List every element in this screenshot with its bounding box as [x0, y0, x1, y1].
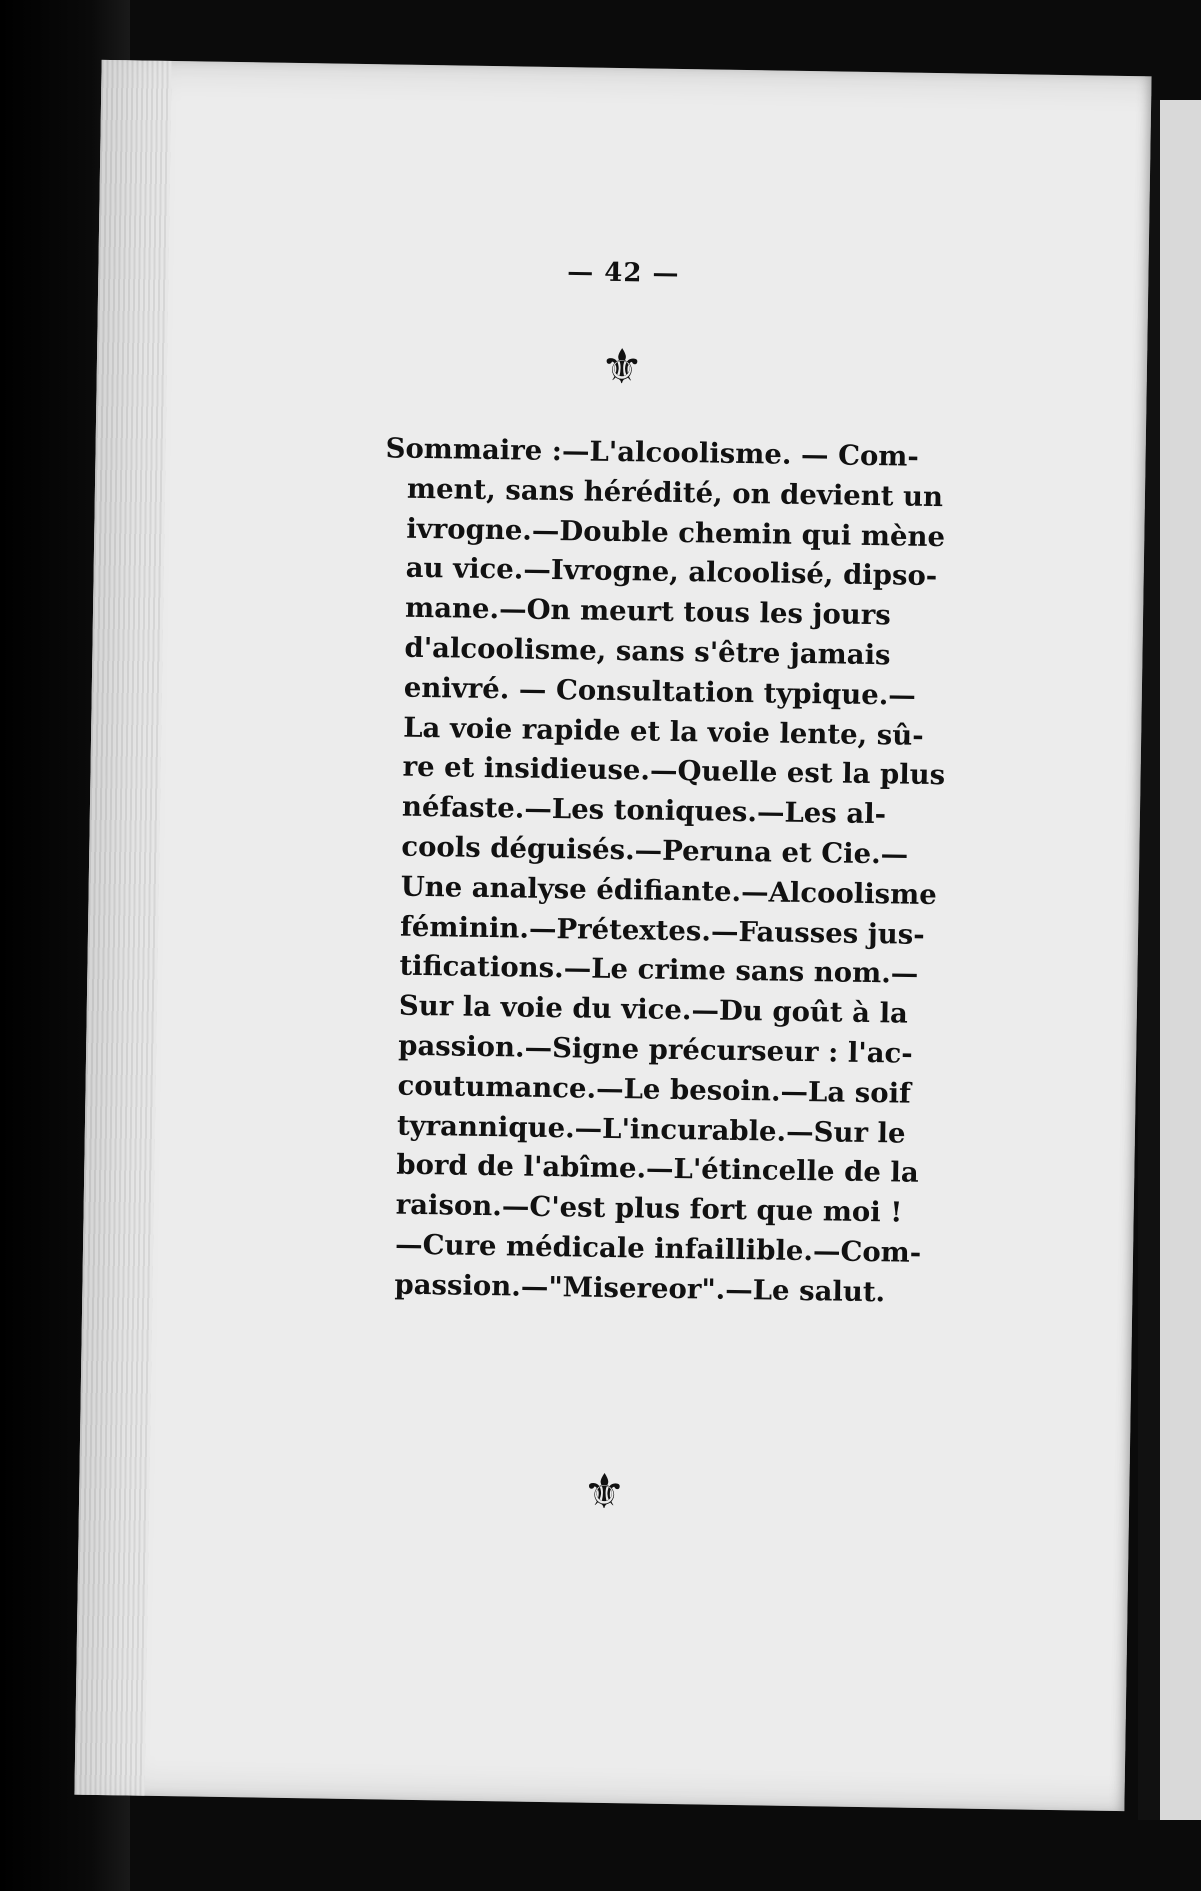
summary-line: au vice.—Ivrogne, alcoolisé, dipso- — [405, 552, 938, 593]
summary-line: Sommaire :—L'alcoolisme. — Com- — [385, 432, 920, 473]
summary-line: d'alcoolisme, sans s'être jamais — [404, 631, 891, 672]
summary-line: ment, sans hérédité, on devient un — [406, 472, 944, 513]
summary-line: Sur la voie du vice.—Du goût à la — [398, 989, 909, 1030]
summary-line: mane.—On meurt tous les jours — [404, 591, 892, 632]
page-number: — 42 — — [567, 257, 680, 289]
summary-line: re et insidieuse.—Quelle est la plus — [402, 751, 946, 792]
summary-line: enivré. — Consultation typique.— — [403, 671, 917, 712]
summary-line: cools déguisés.—Peruna et Cie.— — [401, 830, 909, 871]
summary-line: raison.—C'est plus fort que moi ! — [395, 1188, 903, 1229]
summary-line: ivrogne.—Double chemin qui mène — [406, 512, 946, 553]
fleur-de-lis-ornament-bottom-icon: ⚜ — [582, 1463, 627, 1521]
summary-line: —Cure médicale infaillible.—Com- — [394, 1228, 922, 1269]
next-page-edge — [1160, 100, 1201, 1820]
summary-line: Une analyse édifiante.—Alcoolisme — [400, 870, 938, 911]
chapter-summary — [372, 429, 946, 1312]
summary-line: passion.—Signe précurseur : l'ac- — [397, 1029, 913, 1070]
summary-line: passion.—"Misereor".—Le salut. — [394, 1268, 886, 1309]
summary-line: La voie rapide et la voie lente, sû- — [402, 711, 924, 752]
summary-line: coutumance.—Le besoin.—La soif — [397, 1069, 912, 1110]
book-page — [74, 60, 1151, 1811]
fleur-de-lis-ornament-top-icon: ⚜ — [599, 338, 644, 396]
summary-line: féminin.—Prétextes.—Fausses jus- — [399, 910, 925, 951]
summary-line: bord de l'abîme.—L'étincelle de la — [396, 1148, 919, 1190]
summary-line: tifications.—Le crime sans nom.— — [399, 950, 919, 991]
summary-line: tyrannique.—L'incurable.—Sur le — [396, 1109, 906, 1150]
summary-line: néfaste.—Les toniques.—Les al- — [401, 790, 887, 831]
